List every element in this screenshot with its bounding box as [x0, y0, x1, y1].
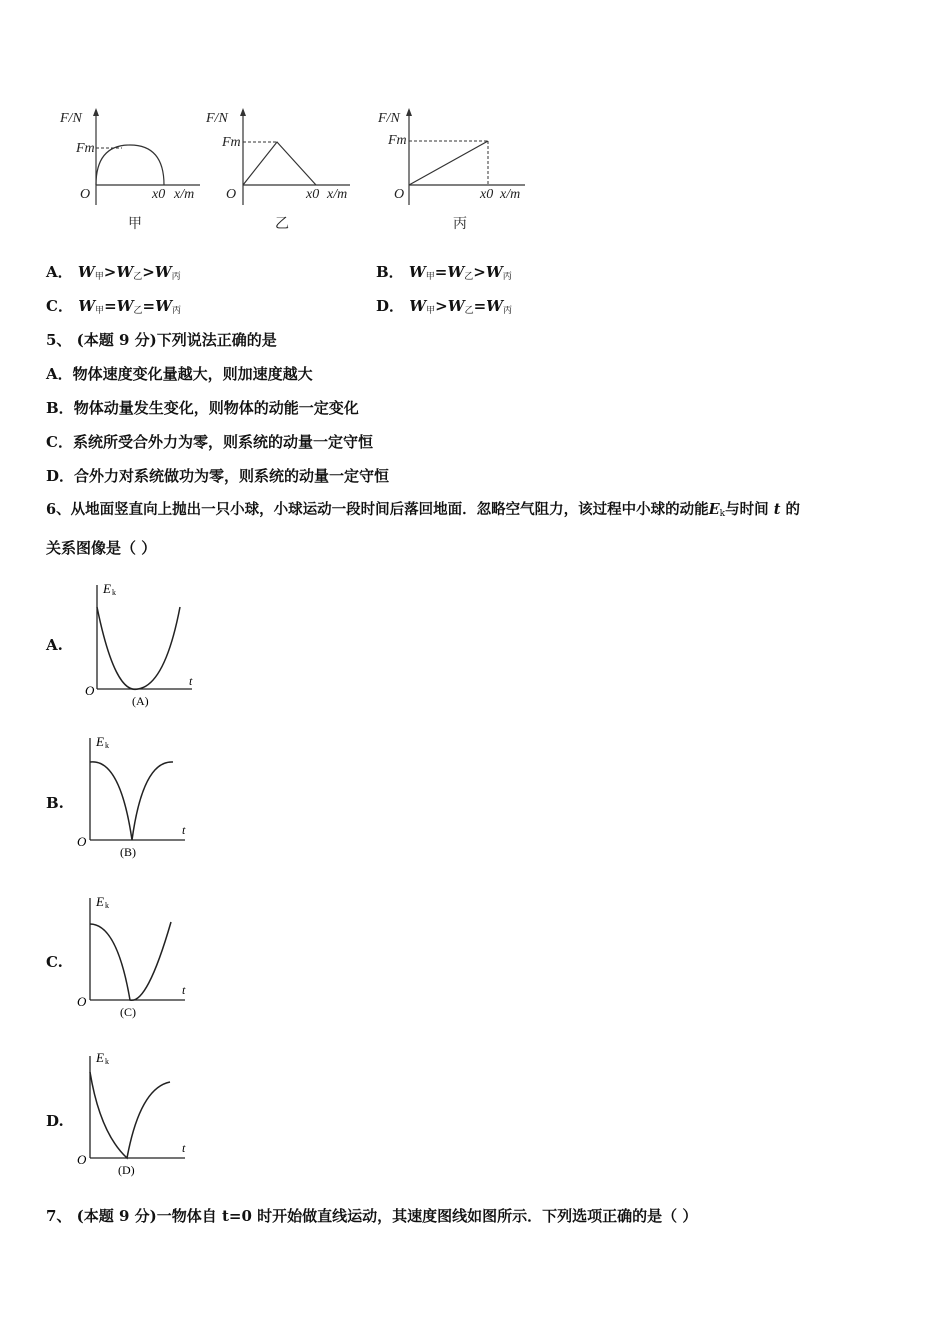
q6-b-ysub: k: [105, 741, 109, 750]
q6-stem-line2: 关系图像是（ ）: [46, 539, 157, 557]
graph-yi: [205, 108, 350, 232]
graph-yi-caption: 乙: [275, 217, 289, 232]
graph-jia-yaxis: F/N: [60, 111, 82, 126]
q4-figure: [40, 100, 560, 240]
q7-stem: 7、 (本题 9 分)一物体自 t=0 时开始做直线运动，其速度图线如图所示．下列选项正确的是（ ）: [46, 1207, 698, 1225]
graph-jia-x0: x0: [152, 187, 166, 202]
q6-c-yaxis: E: [96, 894, 104, 909]
graph-bing: [377, 108, 525, 232]
graph-bing-peak: Fm: [388, 133, 407, 148]
q6-c-origin: O: [77, 994, 87, 1009]
q6-a-ysub: k: [112, 588, 116, 597]
q6-graph-a[interactable]: [80, 575, 200, 710]
q6-c-ysub: k: [105, 901, 109, 910]
graph-yi-peak: Fm: [222, 135, 241, 150]
graph-bing-x0: x0: [480, 187, 494, 202]
q6-a-xaxis: t: [189, 674, 193, 688]
graph-jia-caption: 甲: [128, 217, 142, 232]
q6-c-caption: (C): [120, 1005, 136, 1019]
q5-stem: 5、 (本题 9 分)下列说法正确的是: [46, 331, 277, 349]
graph-bing-yaxis: F/N: [378, 111, 400, 126]
graph-jia-xaxis: x/m: [174, 187, 195, 202]
graph-bing-caption: 丙: [453, 217, 467, 232]
q5-option-d[interactable]: D．合外力对系统做功为零，则系统的动量一定守恒: [46, 467, 390, 485]
graph-jia-peak: Fm: [76, 141, 95, 156]
q6-b-origin: O: [77, 834, 87, 849]
q6-d-caption: (D): [118, 1163, 135, 1177]
q6-a-caption: (A): [132, 694, 149, 708]
q5-option-a[interactable]: A．物体速度变化量越大，则加速度越大: [46, 365, 313, 383]
q6-option-c-label[interactable]: C.: [46, 953, 63, 971]
graph-jia: [59, 108, 200, 232]
q6-option-d-label[interactable]: D.: [46, 1112, 64, 1130]
q4-option-d[interactable]: D． $W_甲>W_乙=W_丙$: [376, 297, 513, 316]
q6-d-yaxis: E: [96, 1050, 104, 1065]
q6-d-origin: O: [77, 1152, 87, 1167]
graph-bing-xaxis: x/m: [500, 187, 521, 202]
q5-option-c[interactable]: C．系统所受合外力为零，则系统的动量一定守恒: [46, 433, 373, 451]
q6-c-xaxis: t: [182, 983, 186, 997]
graph-jia-origin: O: [80, 187, 91, 202]
q6-b-yaxis: E: [96, 734, 104, 749]
q6-b-caption: (B): [120, 845, 136, 859]
q6-d-xaxis: t: [182, 1141, 186, 1155]
q6-a-yaxis: E: [103, 581, 111, 596]
q6-d-ysub: k: [105, 1057, 109, 1066]
q4-option-a[interactable]: A． $W_甲>W_乙>W_丙$: [46, 263, 181, 282]
graph-bing-origin: O: [394, 187, 405, 202]
q4-option-b[interactable]: B． $W_甲=W_乙>W_丙$: [376, 263, 512, 282]
q6-option-a-label[interactable]: A.: [46, 636, 63, 654]
q6-graph-b[interactable]: [75, 730, 195, 865]
graph-yi-xaxis: x/m: [327, 187, 348, 202]
graph-yi-origin: O: [226, 187, 237, 202]
q6-a-origin: O: [85, 683, 95, 698]
q6-graph-c[interactable]: [75, 890, 195, 1025]
q6-option-b-label[interactable]: B.: [46, 794, 64, 812]
q4-option-c[interactable]: C． $W_甲=W_乙=W_丙$: [46, 297, 181, 316]
q6-b-xaxis: t: [182, 823, 186, 837]
q5-option-b[interactable]: B．物体动量发生变化，则物体的动能一定变化: [46, 399, 359, 417]
q6-graph-d[interactable]: [75, 1048, 195, 1183]
graph-yi-yaxis: F/N: [206, 111, 228, 126]
graph-yi-x0: x0: [306, 187, 320, 202]
q6-stem: 6、从地面竖直向上抛出一只小球，小球运动一段时间后落回地面．忽略空气阻力，该过程中小球的动能$E_k$与时间 t 的: [46, 501, 800, 519]
